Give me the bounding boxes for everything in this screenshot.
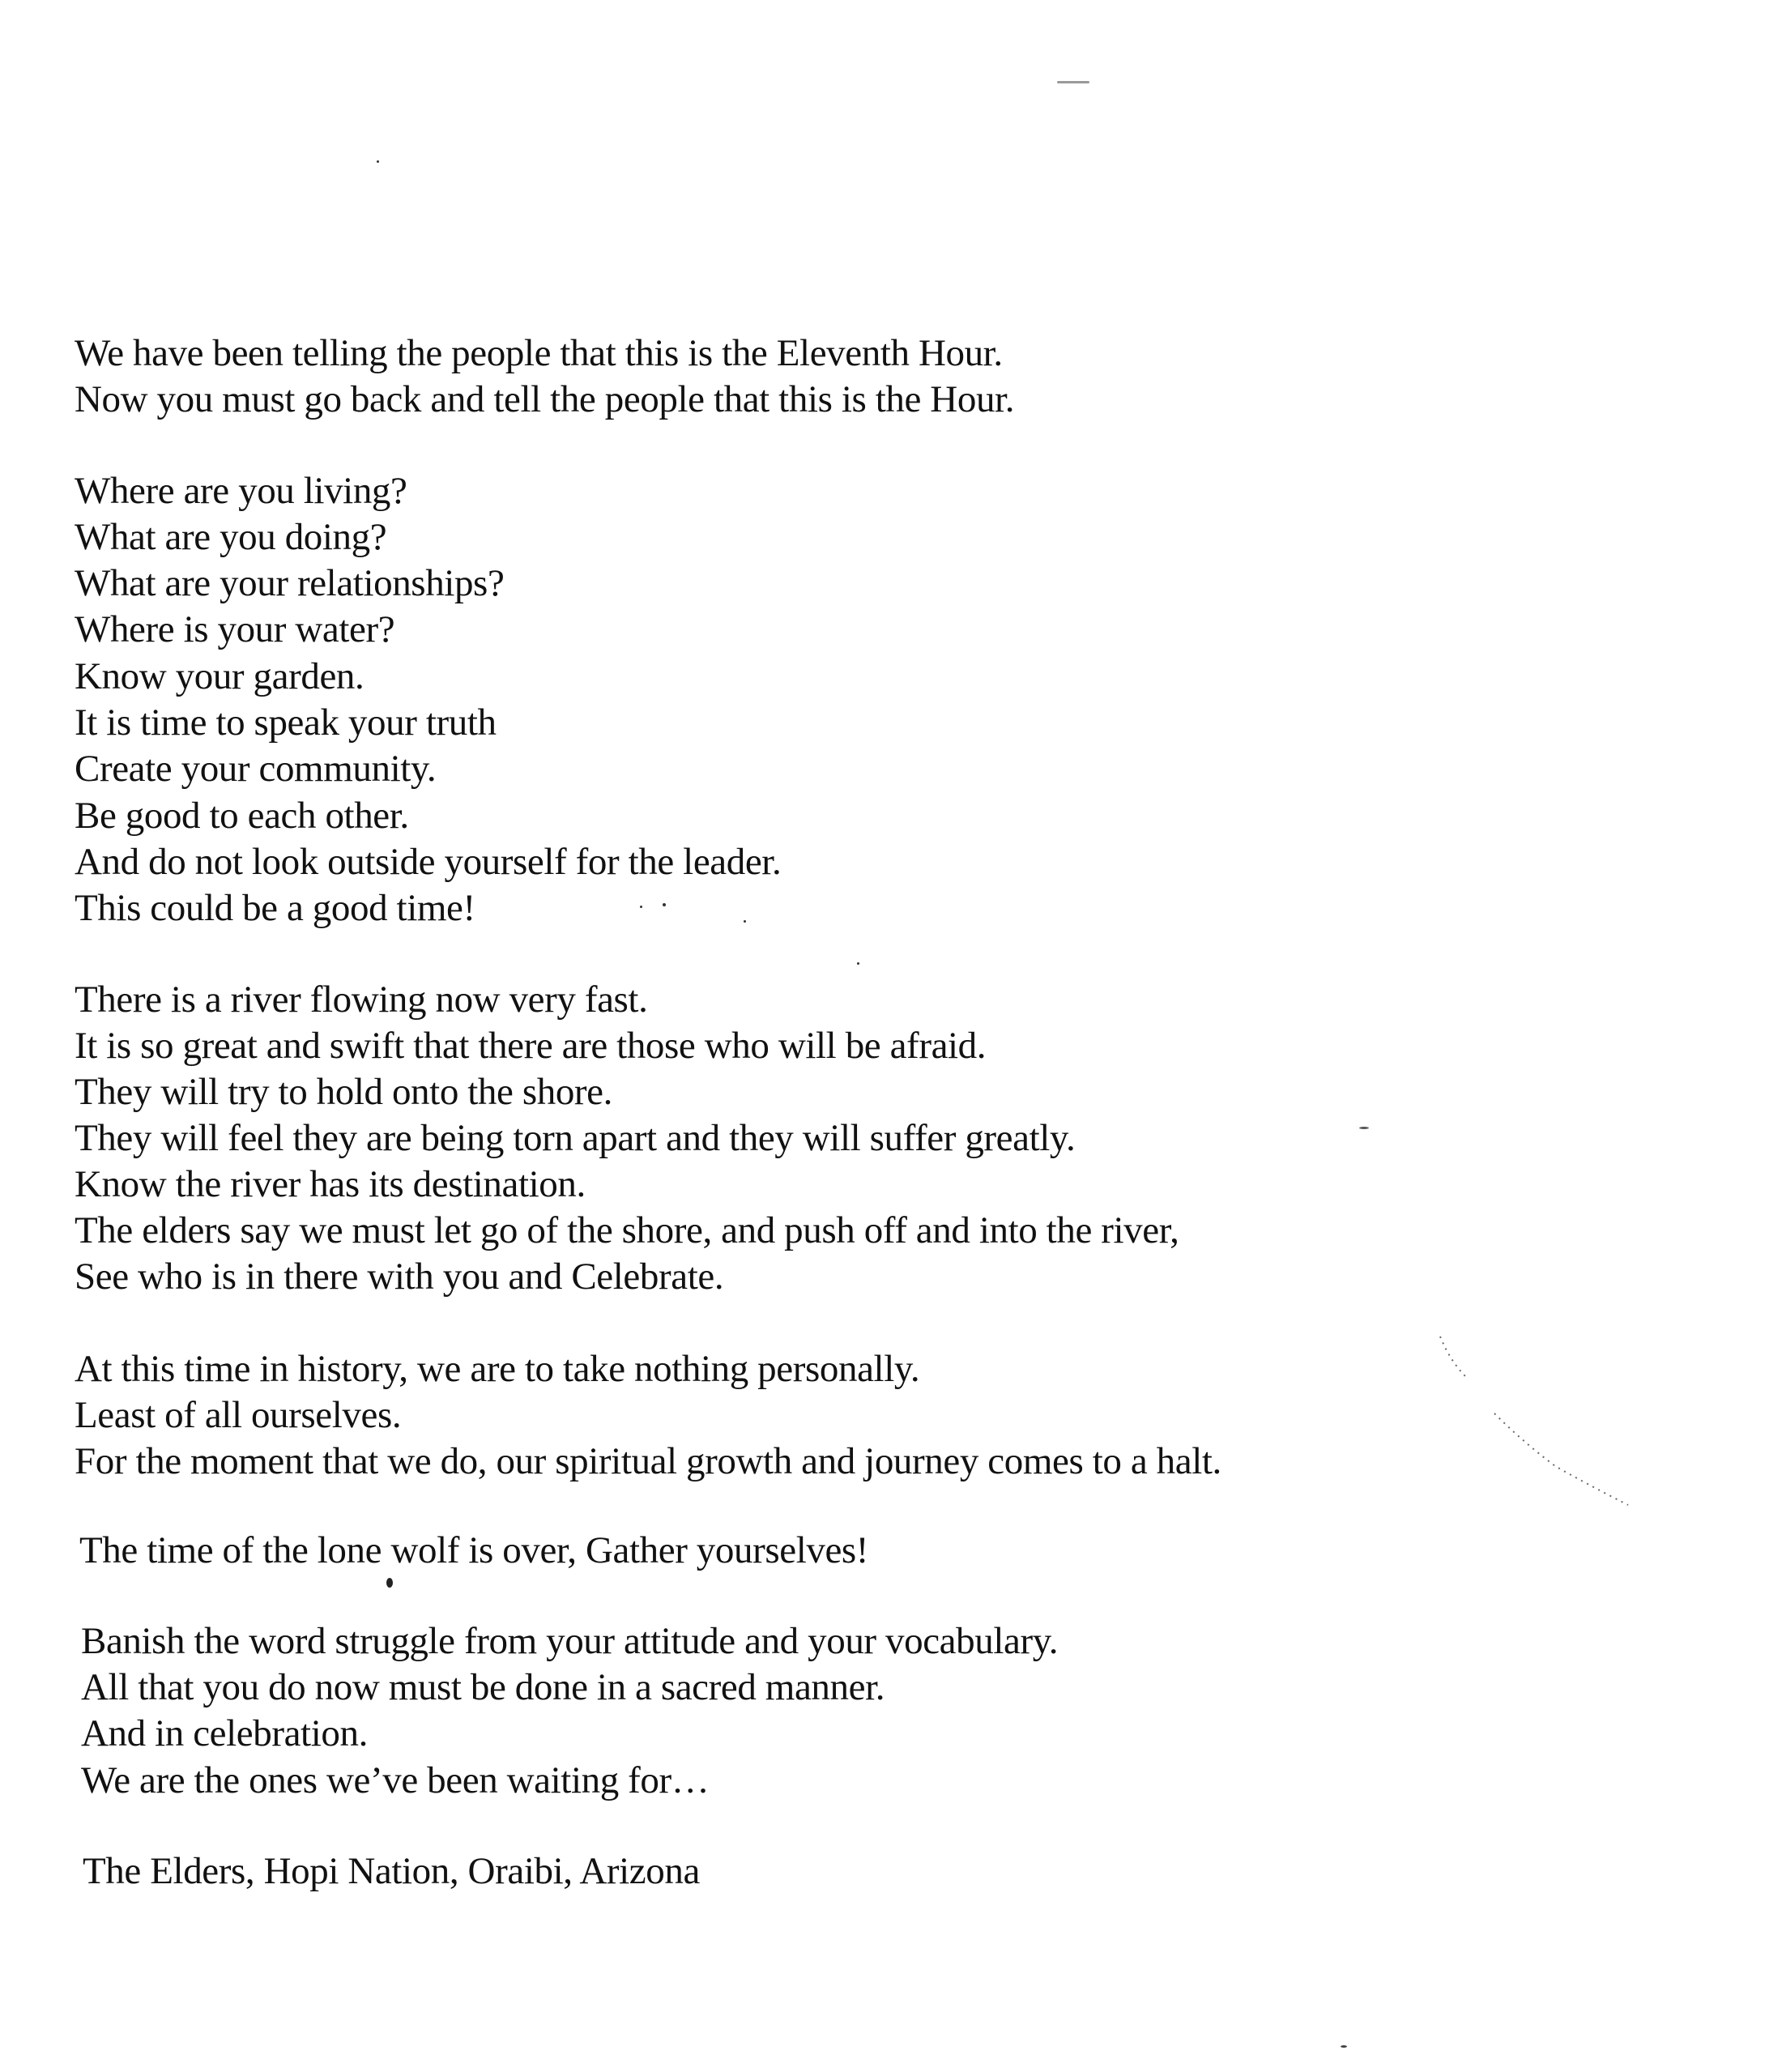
text-line: Now you must go back and tell the people that this is the Hour. bbox=[75, 378, 1015, 420]
text-line: There is a river flowing now very fast. bbox=[75, 978, 648, 1021]
scan-speck bbox=[744, 920, 746, 923]
scan-artifact-icon bbox=[1434, 1328, 1644, 1531]
text-line: The time of the lone wolf is over, Gather yourselves! bbox=[79, 1529, 869, 1571]
text-line: And do not look outside yourself for the leader. bbox=[75, 841, 782, 883]
text-line: Where are you living? bbox=[75, 470, 407, 512]
text-line: At this time in history, we are to take nothing personally. bbox=[75, 1348, 920, 1390]
scan-speck bbox=[857, 962, 859, 965]
text-line: It is time to speak your truth bbox=[75, 701, 497, 744]
text-line: What are your relationships? bbox=[75, 562, 505, 604]
scan-speck bbox=[663, 903, 666, 906]
text-line: Be good to each other. bbox=[75, 795, 409, 837]
scan-speck bbox=[1359, 1127, 1369, 1129]
scan-speck bbox=[1057, 81, 1089, 83]
text-line: This could be a good time! bbox=[75, 887, 475, 929]
scan-speck bbox=[640, 906, 642, 908]
scan-speck bbox=[377, 160, 379, 163]
text-line: They will feel they are being torn apart and they will suffer greatly. bbox=[75, 1117, 1076, 1159]
text-line: What are you doing? bbox=[75, 516, 387, 558]
scan-speck bbox=[1341, 2045, 1347, 2048]
text-line: Where is your water? bbox=[75, 608, 395, 650]
text-line: Know the river has its destination. bbox=[75, 1163, 586, 1205]
text-line: Banish the word struggle from your attitude and your vocabulary. bbox=[81, 1620, 1059, 1662]
text-line: It is so great and swift that there are those who will be afraid. bbox=[75, 1025, 987, 1067]
scan-speck bbox=[386, 1578, 393, 1588]
text-line: The elders say we must let go of the shore, and push off and into the river, bbox=[75, 1209, 1179, 1251]
text-line: And in celebration. bbox=[81, 1712, 368, 1754]
attribution: The Elders, Hopi Nation, Oraibi, Arizona bbox=[83, 1850, 700, 1892]
text-line: Least of all ourselves. bbox=[75, 1394, 402, 1436]
text-line: See who is in there with you and Celebrate. bbox=[75, 1256, 724, 1298]
text-line: We have been telling the people that this is the Eleventh Hour. bbox=[75, 332, 1003, 374]
text-line: For the moment that we do, our spiritual growth and journey comes to a halt. bbox=[75, 1440, 1221, 1482]
text-line: Know your garden. bbox=[75, 655, 364, 697]
text-line: They will try to hold onto the shore. bbox=[75, 1071, 612, 1113]
text-line: All that you do now must be done in a sacred manner. bbox=[81, 1666, 885, 1708]
text-line: We are the ones we’ve been waiting for… bbox=[81, 1759, 710, 1801]
text-line: Create your community. bbox=[75, 748, 437, 790]
